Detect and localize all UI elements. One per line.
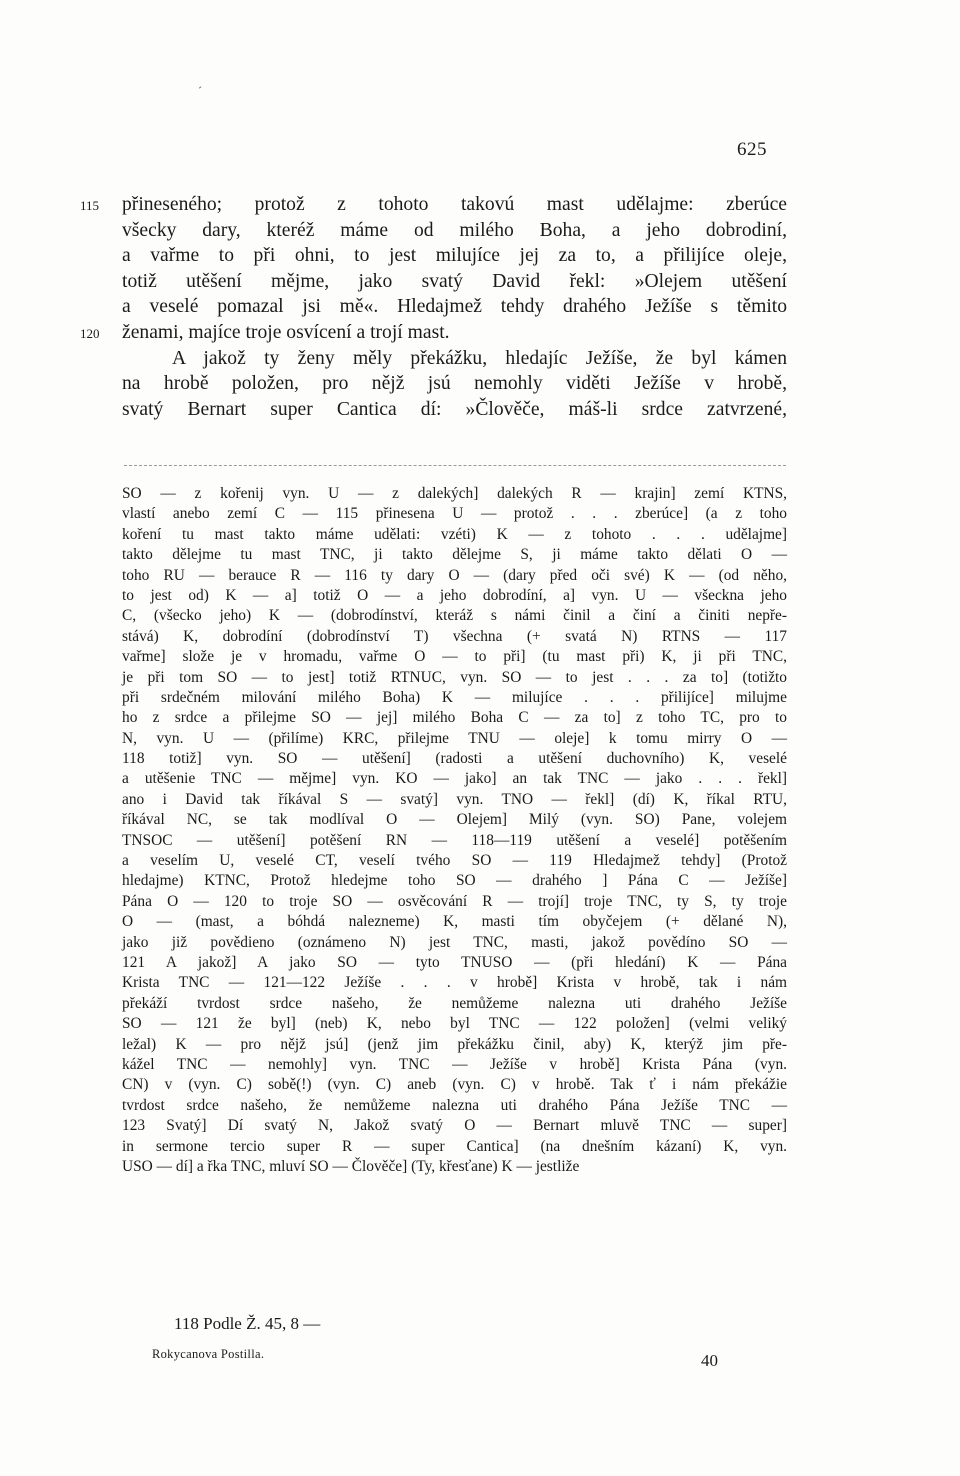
line-text: a veselé pomazal jsi mě«. Hledajmež tehdy drahého Ježíše s těmito: [122, 296, 787, 318]
line-text: svatý Bernart super Cantica dí: »Člověče, máš-li srdce zatvrzené,: [122, 398, 787, 420]
note-line: SO — 121 že byl] (neb) K, nebo byl TNC — 122 položen] (velmi veliký: [122, 1015, 787, 1033]
footnote: 118 Podle Ž. 45, 8 —: [174, 1314, 321, 1333]
text-line: [122, 294, 787, 320]
line-text: a vařme to při ohni, to jest milujíce jej za to, a přilijíce oleje,: [122, 245, 787, 267]
text-line: [122, 397, 787, 423]
note-line: CN) v (vyn. C) sobě(!) (vyn. C) aneb (vyn. C) v hrobě. Tak ť i nám překážie: [122, 1076, 787, 1094]
text-line: [122, 269, 787, 295]
note-line: a utěšenie TNC — mějme] vyn. KO — jako] an tak TNC — jako . . . řekl]: [122, 770, 787, 788]
note-line: překáží tvrdost srdce našeho, že nemůžeme nalezna uti drahého Ježíše: [122, 994, 787, 1012]
note-line: koření tu mast takto máme udělati: vzéti) K — z tohoto . . . udělajme]: [122, 525, 787, 543]
note-line: to jest od) K — a] totiž O — a jeho dobrodíní, a] vyn. U — všeckna jeho: [122, 586, 787, 604]
text-line: [80, 192, 787, 218]
note-line: kážel TNC — nemohly] vyn. TNC — Ježíše v hrobě] Krista Pána (vyn.: [122, 1055, 787, 1073]
line-text: všecky dary, kteréž máme od milého Boha, a jeho dobrodiní,: [122, 219, 787, 241]
note-line: TNSOC — utěšení] potěšení RN — 118—119 utěšení a veselé] potěšením: [122, 831, 787, 849]
note-line: C, (všecko jeho) K — (dobrodínství, kteráž s námi činil a činí a činiti nepře-: [122, 607, 787, 625]
note-line: jako již povědieno (oznámeno N) jest TNC, masti, jakož povědíno SO —: [122, 933, 787, 951]
note-line: stává) K, dobrodíní (dobrodínství T) všechna (+ svatá N) RTNS — 117: [122, 627, 787, 645]
page-number: 625: [737, 139, 767, 160]
note-line: USO — dí] a řka TNC, mluví SO — Člověče] (Ty, křesťane) K — jestliže: [122, 1157, 580, 1175]
main-text: [80, 192, 787, 422]
note-line: a veselím U, veselé CT, veselí tvého SO — 119 Hledajmež tehdy] (Protož: [122, 852, 787, 870]
footer-book-title: Rokycanova Postilla.: [152, 1347, 265, 1361]
text-line: [122, 218, 787, 244]
note-line: 121 A jakož] A jako SO — tyto TNUSO — (při hledání) K — Pána: [122, 953, 787, 971]
line-text: ženami, majíce troje osvícení a trojí mast.: [122, 321, 450, 343]
note-line: je při tom SO — to jest] totiž RTNUC, vyn. SO — to jest . . . za to] (totižto: [122, 668, 787, 686]
text-line: [122, 346, 787, 372]
note-line: ho z srdce a přilejme SO — jej] milého Boha C — za to] z toho TC, pro to: [122, 709, 787, 727]
note-line: vařme] slože je v hromadu, vařme O — to při] (tu mast při) K, ji při TNC,: [122, 648, 787, 666]
note-line: Krista TNC — 121—122 Ježíše . . . v hrobě] Krista v hrobě, tak i nám: [122, 974, 787, 992]
footer-sheet-number: 40: [701, 1351, 718, 1370]
line-text: totiž utěšení mějme, jako svatý David řekl: »Olejem utěšení: [122, 270, 787, 292]
note-line: tvrdost srdce našeho, že nemůžeme nalezna uti drahého Pána Ježíše TNC —: [122, 1096, 787, 1114]
note-line: ano i David tak říkával S — svatý] vyn. TNO — řekl] (dí) K, říkal RTU,: [122, 790, 787, 808]
note-line: při srdečném milování milého Boha) K — milujíce . . . přilijíce] milujme: [122, 688, 787, 706]
text-line: [80, 320, 787, 346]
text-line: [122, 371, 787, 397]
line-text: přineseného; protož z tohoto takovú mast udělajme: zberúce: [122, 194, 787, 215]
line-number: 115: [80, 198, 100, 213]
note-line: 118 totiž] vyn. SO — utěšení] (radosti a utěšení duchovního) K, veselé: [122, 750, 787, 768]
note-line: říkával NC, se tak modlíval O — Olejem] Milý (vyn. SO) Pane, volejem: [122, 811, 787, 829]
text-line: [122, 243, 787, 269]
note-line: ležal) K — pro nějž jsú] (jenž jim překážku činil, aby) K, kterýž jim pře-: [122, 1035, 787, 1053]
page-mark: ´: [198, 84, 202, 98]
note-line: 123 Svatý] Dí svatý N, Jakož svatý O — Bernart mluvě TNC — super]: [122, 1117, 787, 1135]
line-text: A jakož ty ženy měly překážku, hledajíc Ježíše, že byl kámen: [172, 347, 787, 369]
note-line: SO — z kořenij vyn. U — z dalekých] dalekých R — krajin] zemí KTNS,: [122, 485, 787, 502]
note-line: in sermone tercio super R — super Cantica] (na dnešním kázaní) K, vyn.: [122, 1137, 787, 1155]
line-text: na hrobě položen, pro nějž jsú nemohly viděti Ježíše v hrobě,: [122, 373, 787, 395]
note-line: hledajme) KTNC, Protož hledejme toho SO — drahého ] Pána C — Ježíše]: [122, 872, 787, 890]
note-line: N, vyn. U — (přilíme) KRC, přilejme TNU — oleje] k tomu mirry O —: [122, 729, 787, 747]
line-number: 120: [80, 325, 100, 341]
note-line: vlastí anebo zemí C — 115 přinesena U — protož . . . zberúce] (a z toho: [122, 505, 787, 523]
note-line: O — (mast, a bóhdá nalezneme) K, masti tím obyčejem (+ dělané N),: [122, 913, 787, 931]
note-line: takto dělejme tu mast TNC, ji takto dělejme S, ji máme takto dělati O —: [122, 546, 787, 564]
separator-rule: [124, 465, 786, 466]
note-line: toho RU — berauce R — 116 ty dary O — (dary před oči své) K — (od něho,: [122, 566, 787, 584]
critical-apparatus: [122, 484, 787, 1177]
note-line: Pána O — 120 to troje SO — osvěcování R — trojí] troje TNC, ty S, ty troje: [122, 892, 787, 910]
